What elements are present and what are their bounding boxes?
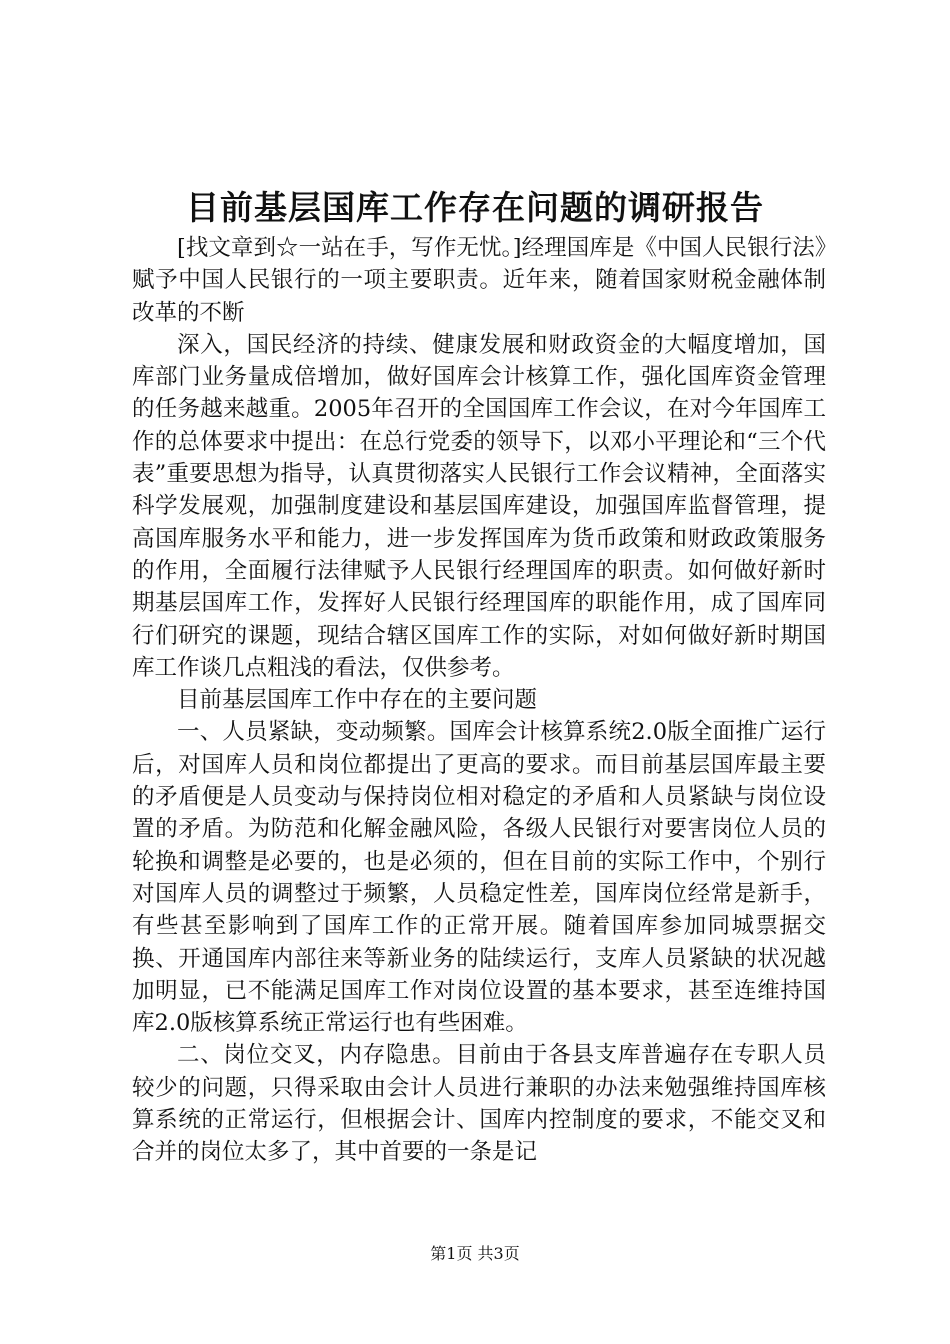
paragraph-intro: [找文章到☆一站在手，写作无忧。]经理国库是《中国人民银行法》赋予中国人民银行的一项主要职责。近年来，随着国家财税金融体制改革的不断 [132,235,826,326]
paragraph-issue-1: 一、人员紧缺，变动频繁。国库会计核算系统2.0版全面推广运行后，对国库人员和岗位都提出了更高的要求。而目前基层国库最主要的矛盾便是人员变动与保持岗位相对稳定的矛盾和人员紧缺与岗位设置的矛盾。为防范和化解金融风险，各级人民银行对要害岗位人员的轮换和调整是必要的，也是必须的，但在目前的实际工作中，个别行对国库人员的调整过于频繁，人员稳定性差，国库岗位经常是新手，有些甚至影响到了国库工作的正常开展。随着国库参加同城票据交换、开通国库内部往来等新业务的陆续运行，支库人员紧缺的状况越加明显，已不能满足国库工作对岗位设置的基本要求，甚至连维持国库2.0版核算系统正常运行也有些困难。 [132,719,826,1037]
paragraph-background: 深入，国民经济的持续、健康发展和财政资金的大幅度增加，国库部门业务量成倍增加，做好国库会计核算工作，强化国库资金管理的任务越来越重。2005年召开的全国国库工作会议，在对今年国库工作的总体要求中提出：在总行党委的领导下，以邓小平理论和“三个代表”重要思想为指导，认真贯彻落实人民银行工作会议精神，全面落实科学发展观，加强制度建设和基层国库建设，加强国库监督管理，提高国库服务水平和能力，进一步发挥国库为货币政策和财政政策服务的作用，全面履行法律赋予人民银行经理国库的职责。如何做好新时期基层国库工作，发挥好人民银行经理国库的职能作用，成了国库同行们研究的课题，现结合辖区国库工作的实际，对如何做好新时期国库工作谈几点粗浅的看法，仅供参考。 [132,331,826,681]
document-title: 目前基层国库工作存在问题的调研报告 [186,188,764,227]
section-heading: 目前基层国库工作中存在的主要问题 [177,687,538,714]
page-number-footer: 第1页 共3页 [430,1244,520,1263]
document-body [132,232,826,1169]
paragraph-issue-2: 二、岗位交叉，内存隐患。目前由于各县支库普遍存在专职人员较少的问题，只得采取由会计人员进行兼职的办法来勉强维持国库核算系统的正常运行，但根据会计、国库内控制度的要求，不能交叉和合并的岗位太多了，其中首要的一条是记 [132,1042,826,1166]
